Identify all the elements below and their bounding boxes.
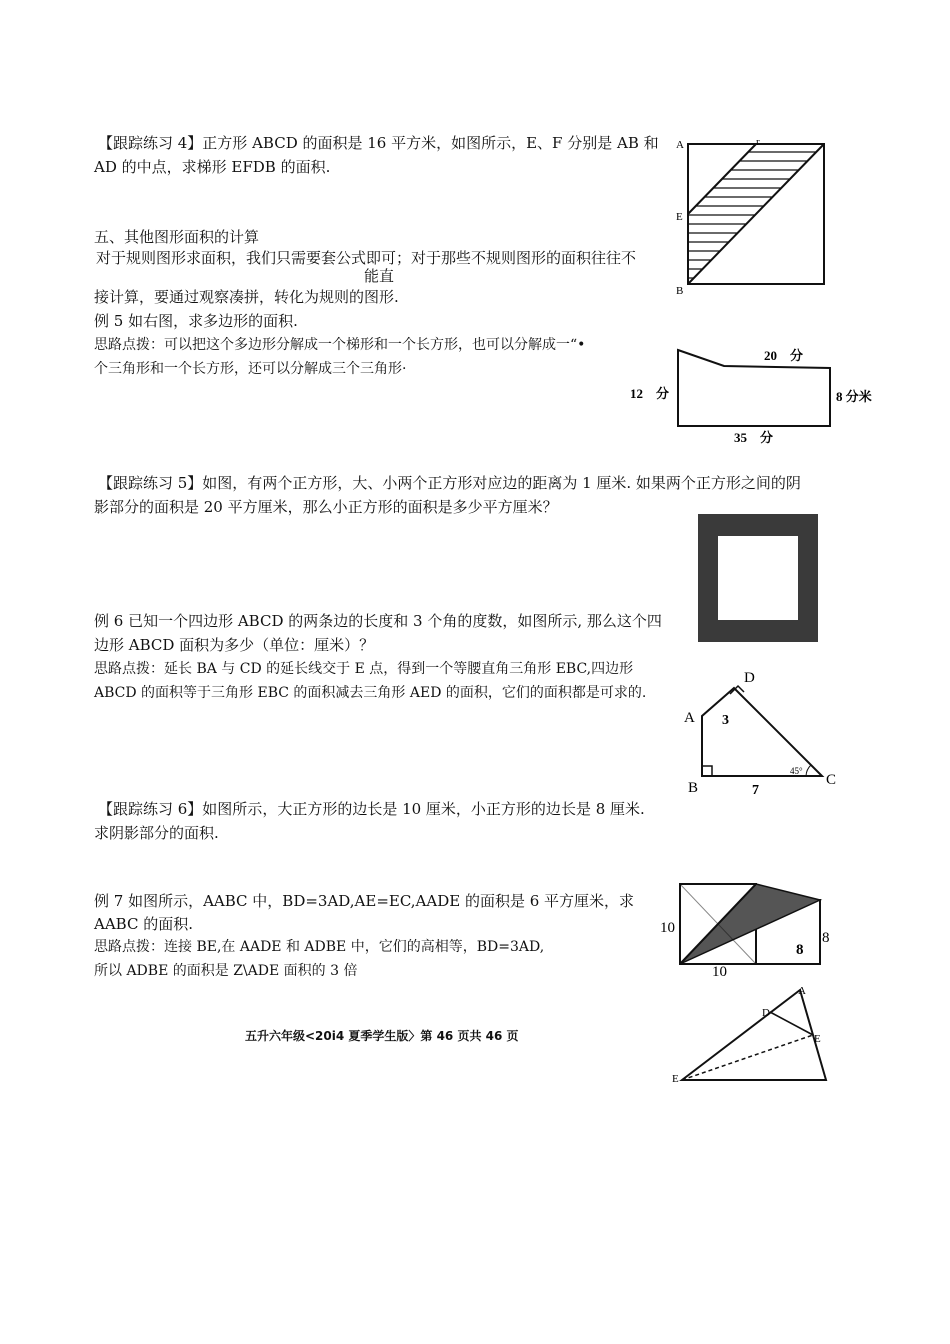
right-angle-b — [702, 766, 712, 776]
label-b: B — [688, 780, 699, 796]
label-b: B — [676, 285, 684, 297]
label-b: E — [672, 1073, 679, 1085]
example5-line1: 例 5 如右图，求多边形的面积. — [94, 312, 298, 330]
example6-line1: 例 6 已知一个四边形 ABCD 的两条边的长度和 3 个角的度数，如图所示, 那么这个四 — [94, 612, 662, 630]
be-dashed — [682, 1035, 813, 1080]
nested-squares-figure — [696, 512, 820, 644]
section5-title: 五、其他图形面积的计算 — [94, 228, 260, 246]
section5-line1: 对于规则图形求面积，我们只需要套公式即可；对于那些不规则图形的面积往往不 — [96, 249, 637, 267]
label-e: E — [814, 1033, 821, 1045]
example7-hint2: 所以 ADBE 的面积是 Z\ADE 面积的 3 倍 — [94, 963, 358, 979]
triangle-outline — [682, 990, 826, 1080]
example7-line1: 例 7 如图所示，AABC 中，BD=3AD,AE=EC,AADE 的面积是 6 平方厘米，求 — [94, 892, 635, 910]
exercise5-line2: 影部分的面积是 20 平方厘米，那么小正方形的面积是多少平方厘米？ — [94, 498, 558, 516]
example7-line2: AABC 的面积. — [94, 915, 193, 933]
squares-shaded-figure — [656, 880, 828, 978]
section5-line1b: 能直 — [364, 267, 395, 285]
label-45: 45° — [790, 766, 803, 776]
example5-hint2: 个三角形和一个长方形，还可以分解成三个三角形· — [94, 361, 407, 377]
triangle-figure — [668, 982, 838, 1088]
polygon-outline — [678, 350, 830, 426]
example7-hint1: 思路点拨：连接 BE,在 AADE 和 ADBE 中，它们的高相等，BD=3AD, — [94, 939, 545, 955]
exercise4-line2: AD 的中点，求梯形 EFDB 的面积. — [94, 158, 331, 176]
exercise6-line1: 【跟踪练习 6】如图所示，大正方形的边长是 10 厘米，小正方形的边长是 8 厘米. — [98, 800, 645, 818]
example6-hint2: ABCD 的面积等于三角形 EBC 的面积减去三角形 AED 的面积，它们的面积都是可求的. — [94, 685, 647, 701]
polygon-figure — [618, 342, 884, 446]
label-bottom-10: 10 — [712, 964, 727, 980]
label-3: 3 — [722, 713, 729, 728]
quad-outline — [702, 688, 822, 776]
label-a: A — [684, 710, 695, 726]
label-7: 7 — [752, 783, 759, 798]
label-e: E — [676, 211, 683, 223]
square-efdb-figure — [672, 134, 834, 300]
label-a: A — [676, 139, 684, 151]
label-top: 20 分 — [764, 348, 804, 363]
label-d: D — [762, 1007, 770, 1019]
inner-square — [718, 536, 798, 620]
label-left-10: 10 — [660, 920, 675, 936]
example6-line2: 边形 ABCD 面积为多少（单位：厘米）？ — [94, 636, 375, 654]
exercise5-line1: 【跟踪练习 5】如图，有两个正方形，大、小两个正方形对应边的距离为 1 厘米. 如果两个正方形之间的阴 — [98, 474, 801, 492]
label-edge-8: 8 — [822, 930, 830, 946]
label-left: 12 分 — [630, 386, 670, 401]
exercise6-line2: 求阴影部分的面积. — [94, 824, 219, 842]
section5-line2: 接计算，要通过观察凑拼，转化为规则的图形. — [94, 288, 399, 306]
label-a: A — [798, 985, 806, 997]
label-d: D — [744, 670, 755, 686]
label-bottom: 35 分 — [734, 430, 774, 445]
page-footer: 五升六年级<20i4 夏季学生版〉第 46 页共 46 页 — [245, 1029, 519, 1043]
exercise4-line1: 【跟踪练习 4】正方形 ABCD 的面积是 16 平方米，如图所示，E、F 分别是 AB 和 — [98, 134, 659, 152]
label-right: 8 分米 — [836, 389, 872, 404]
label-inner-8: 8 — [796, 942, 804, 958]
example6-hint1: 思路点拨：延长 BA 与 CD 的延长线交于 E 点，得到一个等腰直角三角形 EBC,四边形 — [94, 661, 634, 677]
quadrilateral-figure — [680, 664, 842, 798]
label-c: C — [826, 772, 837, 788]
label-f: r — [756, 136, 760, 148]
example5-hint1: 思路点拨：可以把这个多边形分解成一个梯形和一个长方形，也可以分解成一“• — [94, 337, 586, 353]
